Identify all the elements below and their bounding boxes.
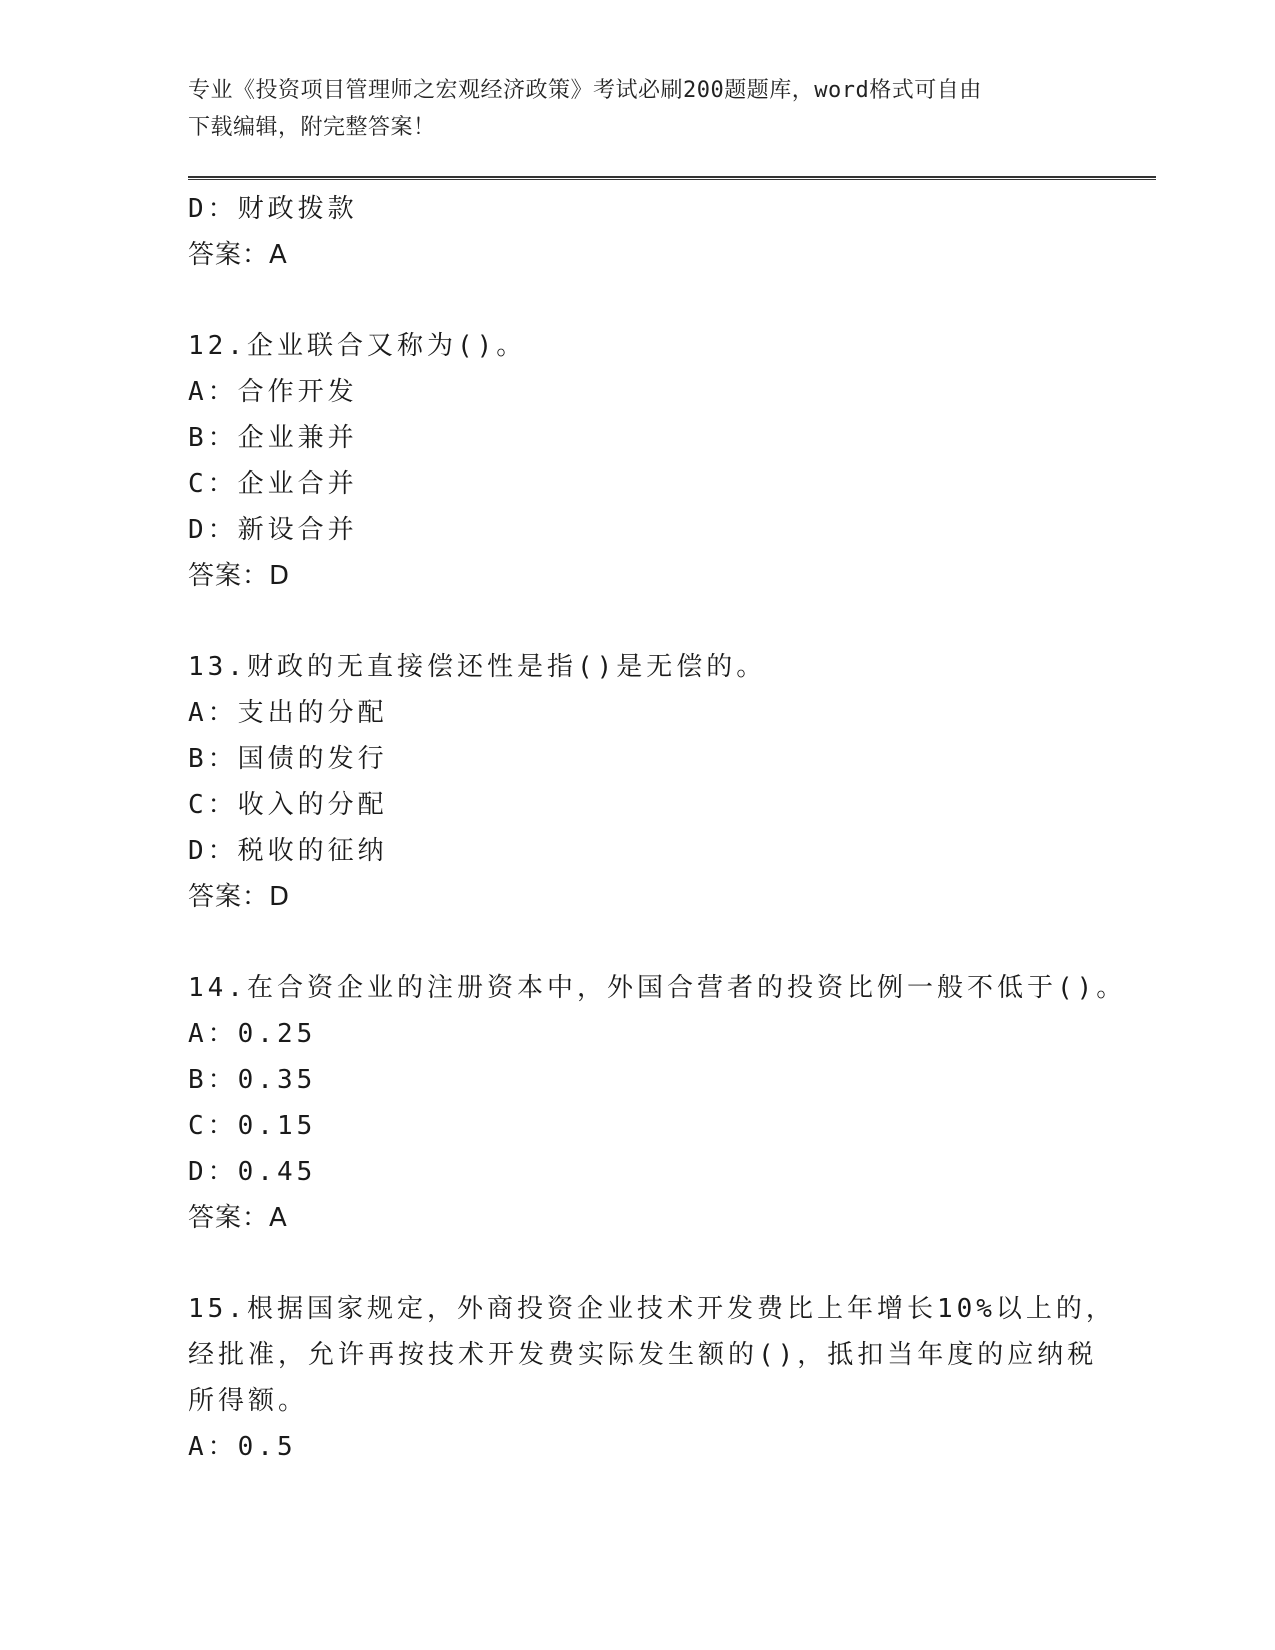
answer-line: 答案：A: [188, 240, 288, 270]
answer-line: 答案：D: [188, 882, 291, 912]
question-15: [188, 1286, 1116, 1470]
option-a: A：支出的分配: [188, 698, 388, 728]
option-a: A：0.25: [188, 1019, 317, 1049]
option-d: D：税收的征纳: [188, 836, 388, 866]
question-stem: 14.在合资企业的注册资本中，外国合营者的投资比例一般不低于()。: [188, 973, 1127, 1003]
option-d: D：0.45: [188, 1157, 317, 1187]
previous-question-tail: [188, 186, 1088, 278]
header-line-1: 专业《投资项目管理师之宏观经济政策》考试必刷200题题库，word格式可自由: [188, 78, 982, 103]
option-c: C：企业合并: [188, 469, 358, 499]
option-a: A：0.5: [188, 1432, 297, 1462]
option-d: D：新设合并: [188, 515, 358, 545]
answer-line: 答案：D: [188, 561, 291, 591]
option-c: C：收入的分配: [188, 790, 388, 820]
question-stem-line-3: 所得额。: [188, 1386, 309, 1416]
option-a: A：合作开发: [188, 377, 358, 407]
question-14: [188, 965, 1127, 1241]
question-12: [188, 323, 1088, 599]
question-stem: 12.企业联合又称为()。: [188, 331, 527, 361]
question-13: [188, 644, 1088, 920]
question-stem: 13.财政的无直接偿还性是指()是无偿的。: [188, 652, 767, 682]
option-b: B：0.35: [188, 1065, 317, 1095]
header-divider: [188, 176, 1156, 180]
question-content: [188, 186, 1127, 1470]
document-header: [188, 72, 1088, 146]
question-stem-line-1: 15.根据国家规定，外商投资企业技术开发费比上年增长10%以上的，: [188, 1294, 1116, 1324]
header-line-2: 下载编辑，附完整答案！: [188, 115, 436, 140]
question-stem-line-2: 经批准，允许再按技术开发费实际发生额的()，抵扣当年度的应纳税: [188, 1340, 1098, 1370]
option-d: D：财政拨款: [188, 194, 358, 224]
answer-line: 答案：A: [188, 1203, 288, 1233]
option-b: B：国债的发行: [188, 744, 388, 774]
option-b: B：企业兼并: [188, 423, 358, 453]
option-c: C：0.15: [188, 1111, 317, 1141]
